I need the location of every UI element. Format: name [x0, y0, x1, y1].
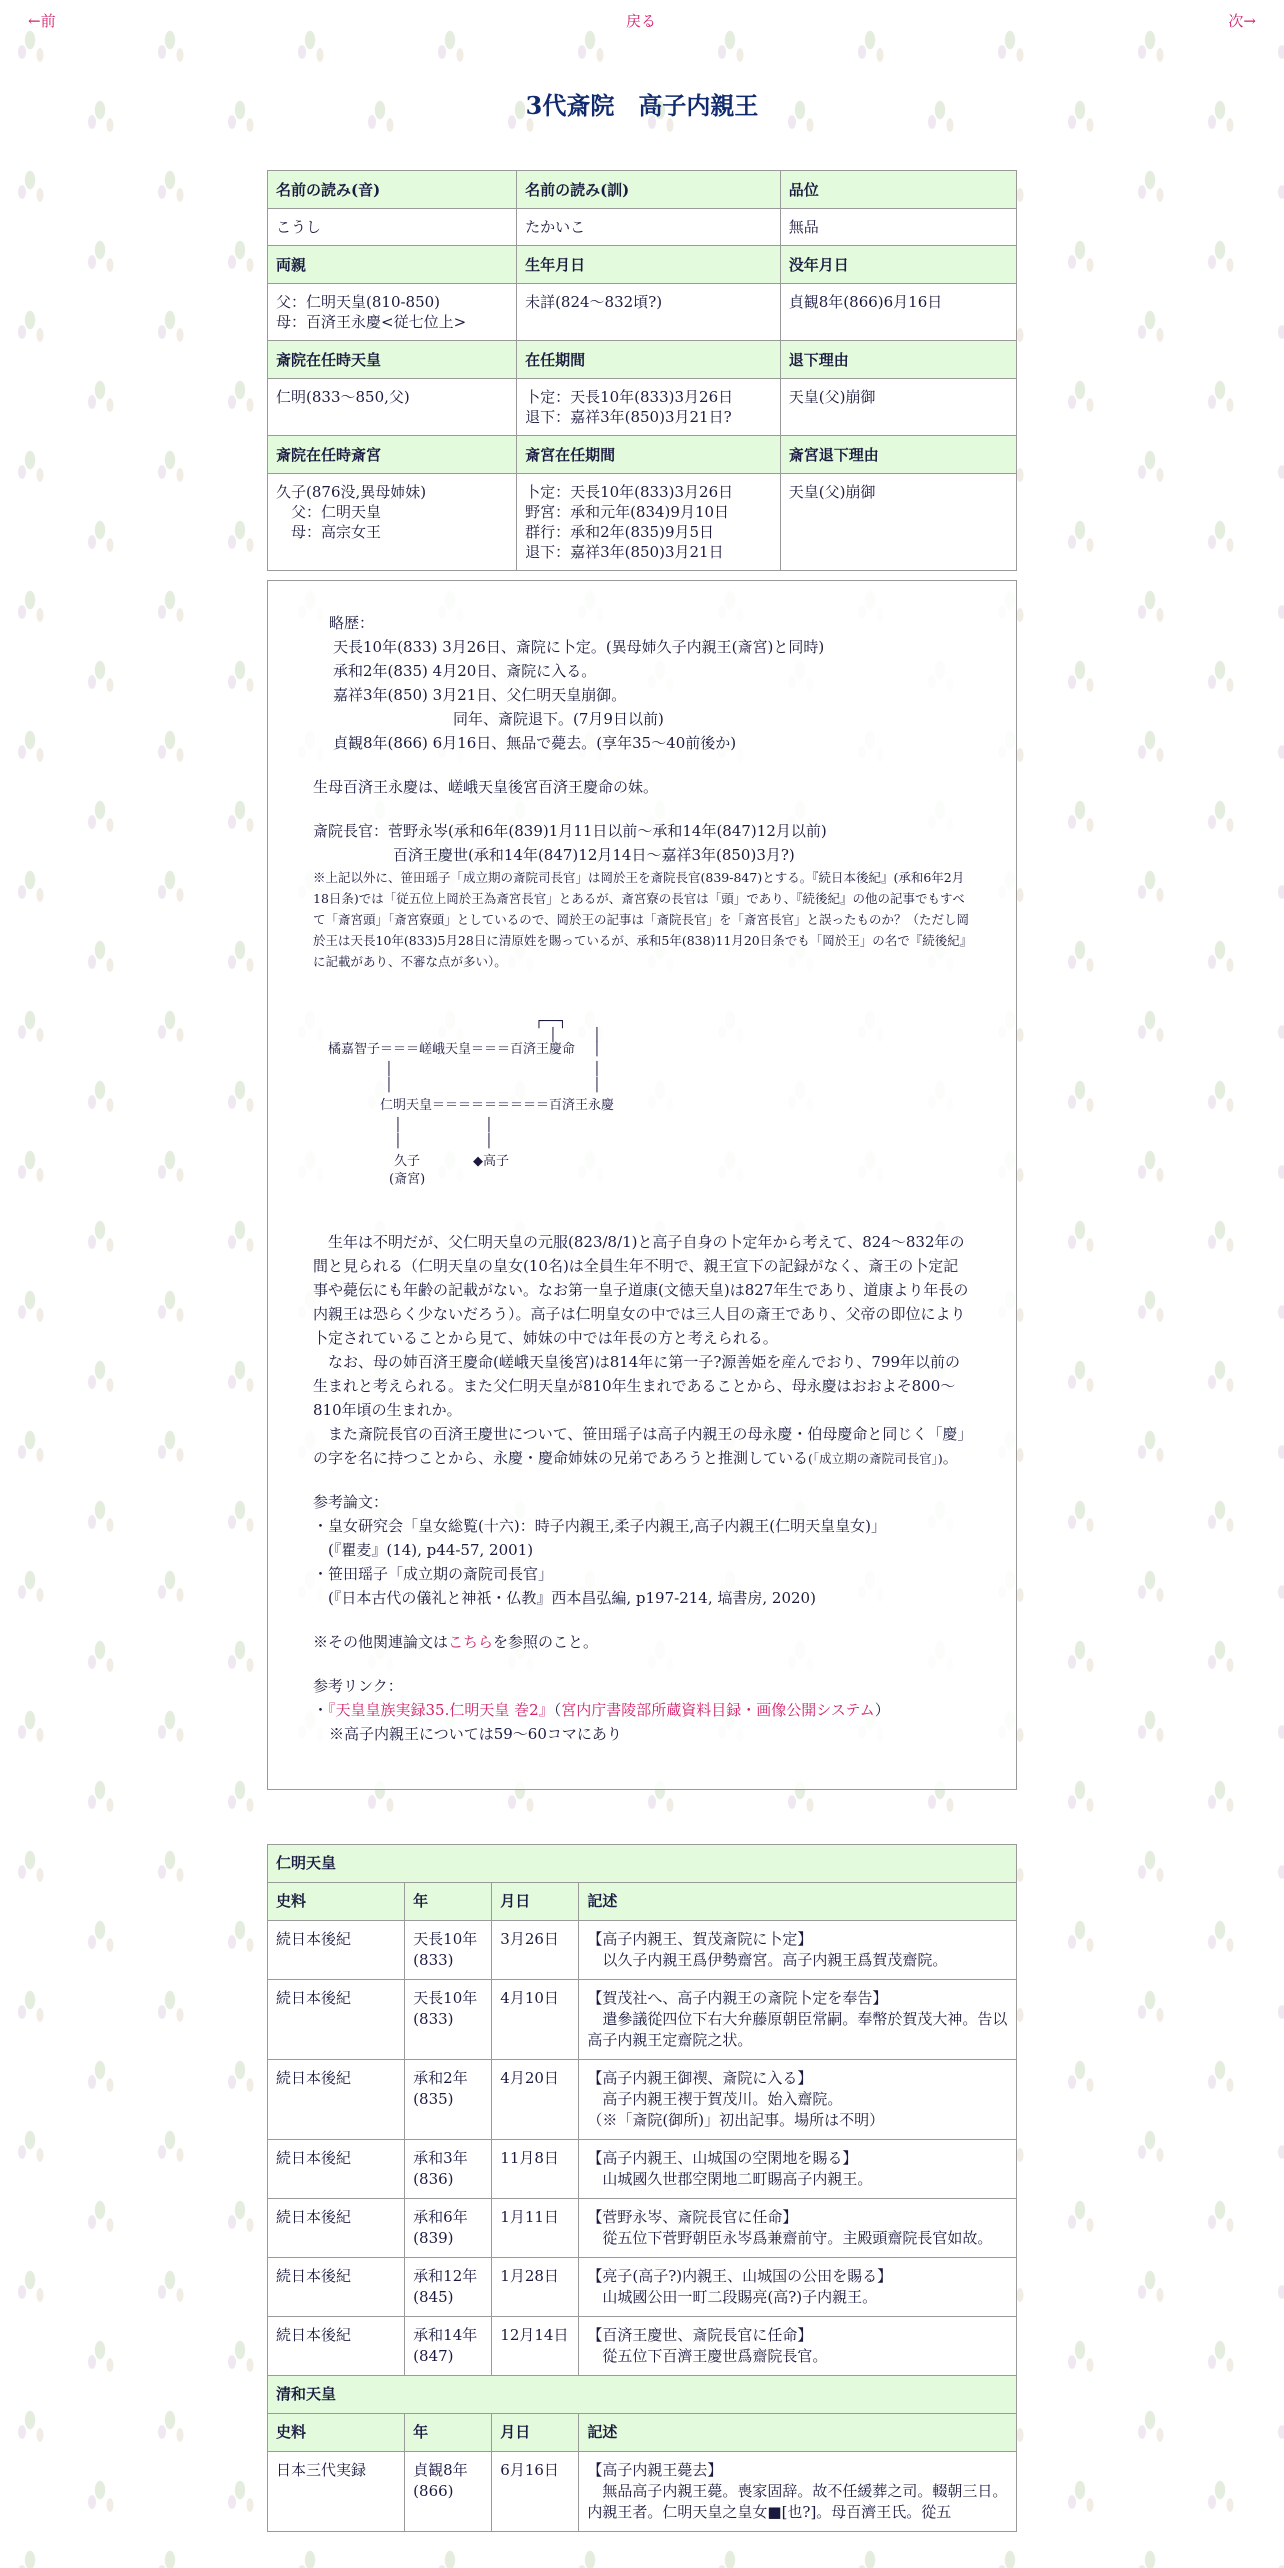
records-header-row	[268, 1883, 1017, 1921]
chokan-note: ※上記以外に、笹田瑶子「成立期の斎院司長官」は岡於王を斎院長官(839-847)とする。『続日本後紀』(承和6年2月18日条)では「従五位上岡於王為斎宮長官」とあるが、斎宮寮の長官は「頭」であり、『続後紀』の他の記事でもすべて「斎宮頭」「斎宮寮頭」としているので、岡於王の記事は「斎院長官」を「斎宮長官」と誤ったものか？（ただし岡於王は天長10年(833)5月28日に清原姓を賜っているが、承和5年(838)11月20日条でも「岡於王」の名で『続後紀』に記載があり、不審な点が多い）。	[313, 870, 973, 969]
reign-section-row	[268, 2376, 1017, 2414]
profile-header-cell: 斎院在任時天皇	[268, 341, 517, 379]
record-date: 4月20日	[492, 2060, 579, 2140]
record-description	[579, 1921, 1017, 1980]
ryaku-item: 貞観8年(866) 6月16日、無品で薨去。(享年35～40前後か)	[333, 734, 737, 752]
record-text: 無品高子内親王薨。喪家固辞。故不任緩葬之司。輟朝三日。内親王者。仁明天皇之皇女■[也?]。母百濟王氏。從五	[587, 2482, 1008, 2521]
record-year: 承和12年 (845)	[405, 2258, 492, 2317]
record-source: 続日本後紀	[268, 1921, 405, 1980]
record-text: 以久子内親王爲伊勢齋宮。高子内親王爲賀茂齋院。	[587, 1951, 948, 1969]
profile-value-cell: 天皇(父)崩御	[780, 474, 1016, 571]
profile-value-cell: 天皇(父)崩御	[780, 379, 1016, 436]
profile-value-row	[268, 379, 1017, 436]
profile-value-row	[268, 284, 1017, 341]
profile-value-cell: こうし	[268, 209, 517, 246]
tree-line-2: 仁明天皇＝＝＝＝＝＝＝＝＝百済王永慶	[380, 1098, 615, 1113]
record-row	[268, 2060, 1017, 2140]
profile-value-cell: 卜定：天長10年(833)3月26日 退下：嘉祥3年(850)3月21日?	[517, 379, 781, 436]
profile-value-cell: 貞観8年(866)6月16日	[780, 284, 1016, 341]
profile-header-row	[268, 341, 1017, 379]
reign-section-title: 仁明天皇	[268, 1845, 1017, 1883]
records-header-cell: 月日	[492, 1883, 579, 1921]
profile-header-cell: 名前の読み(音)	[268, 171, 517, 209]
family-tree: ┌──┐ │ │ 橘嘉智子＝＝＝嵯峨天皇＝＝＝百済王慶命 │ │ │ │ │ 仁明天皇＝＝＝＝＝＝＝＝＝百済王永慶 │ │ │ │ 久子 ◆高子 (斎宮)	[313, 1010, 973, 1230]
ref-list	[313, 1514, 973, 1610]
tree-child-hisako: 久子	[394, 1154, 421, 1169]
record-year: 承和6年 (839)	[405, 2199, 492, 2258]
record-description	[579, 2258, 1017, 2317]
para-mother: なお、母の姉百済王慶命(嵯峨天皇後宮)は814年に第一子?源善姫を産んでおり、799年以前の生まれと考えられる。また父仁明天皇が810年生まれであることから、母永慶はおおよそ800～810年頃の生まれか。	[313, 1353, 961, 1419]
record-heading: 【百済王慶世、斎院長官に任命】	[587, 2326, 813, 2344]
record-description	[579, 2199, 1017, 2258]
profile-header-cell: 在任期間	[517, 341, 781, 379]
ryaku-item: 同年、斎院退下。(7月9日以前)	[333, 710, 664, 728]
ryaku-item: 天長10年(833) 3月26日、斎院に卜定。(異母姉久子内親王(斎宮)と同時)	[333, 638, 825, 656]
record-heading: 【菅野永岑、斎院長官に任命】	[587, 2208, 798, 2226]
link-note: ※高子内親王については59～60コマにあり	[329, 1725, 622, 1743]
record-year: 天長10年 (833)	[405, 1921, 492, 1980]
profile-header-row	[268, 171, 1017, 209]
record-year: 天長10年 (833)	[405, 1980, 492, 2060]
record-source: 続日本後紀	[268, 2317, 405, 2376]
records-header-cell: 史料	[268, 2414, 405, 2452]
biography-box	[267, 580, 1017, 1790]
records-header-row	[268, 2414, 1017, 2452]
record-heading: 【高子内親王御禊、斎院に入る】	[587, 2069, 813, 2087]
record-heading: 【高子内親王、山城国の空閑地を賜る】	[587, 2149, 858, 2167]
tree-child-hisako-note: (斎宮)	[389, 1172, 426, 1187]
ryaku-label: 略歴：	[329, 614, 375, 632]
record-date: 3月26日	[492, 1921, 579, 1980]
record-source: 続日本後紀	[268, 2258, 405, 2317]
record-text: 從五位下菅野朝臣永岑爲兼齋前守。主殿頭齋院長官如故。	[587, 2229, 993, 2247]
profile-value-row	[268, 474, 1017, 571]
record-row	[268, 2452, 1017, 2532]
record-row	[268, 2258, 1017, 2317]
kunaicho-link[interactable]: 宮内庁書陵部所蔵資料目録・画像公開システム	[561, 1701, 875, 1719]
ref-item: (『日本古代の儀礼と神祇・仏教』西本昌弘編, p197-214, 塙書房, 2020)	[313, 1589, 816, 1607]
record-row	[268, 2317, 1017, 2376]
record-description	[579, 2140, 1017, 2199]
chokan-line-2: 百済王慶世(承和14年(847)12月14日～嘉祥3年(850)3月?)	[393, 846, 795, 864]
record-date: 12月14日	[492, 2317, 579, 2376]
record-description	[579, 1980, 1017, 2060]
jitsuroku-link[interactable]: 『天皇皇族実録35.仁明天皇 巻2』	[328, 1701, 554, 1719]
prev-link[interactable]: ←前	[28, 12, 56, 30]
record-description	[579, 2317, 1017, 2376]
record-heading: 【高子内親王、賀茂斎院に卜定】	[587, 1930, 813, 1948]
record-row	[268, 1980, 1017, 2060]
record-year: 承和14年 (847)	[405, 2317, 492, 2376]
profile-value-cell: 無品	[780, 209, 1016, 246]
records-header-cell: 月日	[492, 2414, 579, 2452]
records-header-cell: 記述	[579, 2414, 1017, 2452]
record-date: 6月16日	[492, 2452, 579, 2532]
profile-value-cell: 父：仁明天皇(810-850) 母：百済王永慶<従七位上>	[268, 284, 517, 341]
record-text: 遣參議從四位下右大弁藤原朝臣常嗣。奉幣於賀茂大神。告以高子内親王定齋院之状。	[587, 2010, 1008, 2049]
tree-child-takaiko: ◆高子	[473, 1154, 509, 1169]
records-header-cell: 年	[405, 2414, 492, 2452]
reign-section-row	[268, 1845, 1017, 1883]
record-heading: 【高子内親王薨去】	[587, 2461, 723, 2479]
profile-table	[267, 170, 1017, 571]
mother-note: 生母百済王永慶は、嵯峨天皇後宮百済王慶命の妹。	[313, 778, 659, 796]
record-description	[579, 2452, 1017, 2532]
record-row	[268, 1921, 1017, 1980]
records-header-cell: 年	[405, 1883, 492, 1921]
profile-header-cell: 両親	[268, 246, 517, 284]
next-link[interactable]: 次→	[1228, 12, 1256, 30]
ref-item: ・笹田瑶子「成立期の斎院司長官」	[313, 1565, 554, 1583]
para-chokan: また斎院長官の百済王慶世について、笹田瑶子は高子内親王の母永慶・伯母慶命と同じく「慶」の字を名に持つことから、永慶・慶命姉妹の兄弟であろうと推測している(「成立期の斎院司長官」)。	[313, 1425, 973, 1467]
record-text: 從五位下百濟王慶世爲齋院長官。	[587, 2347, 828, 2365]
top-nav	[0, 10, 1284, 34]
other-papers: ※その他関連論文はこちらを参照のこと。	[313, 1633, 599, 1651]
record-heading: 【亮子(高子?)内親王、山城国の公田を賜る】	[587, 2267, 893, 2285]
record-year: 承和3年 (836)	[405, 2140, 492, 2199]
records-table	[267, 1844, 1017, 2532]
profile-header-cell: 斎宮退下理由	[780, 436, 1016, 474]
para-birth: 生年は不明だが、父仁明天皇の元服(823/8/1)と高子自身の卜定年から考えて、824～832年の間と見られる（仁明天皇の皇女(10名)は全員生年不明で、親王宣下の記録がなく、斎王の卜定記事や薨伝にも年齢の記載がない。なお第一皇子道康(文徳天皇)は827年生であり、道康より年長の内親王は恐らく少ないだろう）。高子は仁明皇女の中では三人目の斎王であり、父帝の即位により卜定されていることから見て、姉妹の中では年長の方と考えられる。	[313, 1233, 969, 1347]
record-source: 続日本後紀	[268, 2060, 405, 2140]
profile-header-cell: 斎宮在任期間	[517, 436, 781, 474]
profile-header-cell: 名前の読み(訓)	[517, 171, 781, 209]
record-year: 貞観8年 (866)	[405, 2452, 492, 2532]
profile-value-cell: 久子(876没,異母姉妹) 父：仁明天皇 母：高宗女王	[268, 474, 517, 571]
tree-line-1: 橘嘉智子＝＝＝嵯峨天皇＝＝＝百済王慶命	[328, 1042, 576, 1057]
record-date: 1月11日	[492, 2199, 579, 2258]
back-link[interactable]: 戻る	[626, 12, 657, 30]
profile-header-row	[268, 436, 1017, 474]
profile-value-cell: 未詳(824～832頃?)	[517, 284, 781, 341]
ryaku-item: 承和2年(835) 4月20日、斎院に入る。	[333, 662, 597, 680]
ryaku-item: 嘉祥3年(850) 3月21日、父仁明天皇崩御。	[333, 686, 627, 704]
profile-value-cell: たかいこ	[517, 209, 781, 246]
record-text: 山城國久世郡空閑地二町賜高子内親王。	[587, 2170, 873, 2188]
record-date: 11月8日	[492, 2140, 579, 2199]
profile-header-cell: 退下理由	[780, 341, 1016, 379]
link-line: ・『天皇皇族実録35.仁明天皇 巻2』（宮内庁書陵部所蔵資料目録・画像公開システム）	[313, 1701, 890, 1719]
record-source: 続日本後紀	[268, 1980, 405, 2060]
ryaku-list	[313, 635, 973, 755]
record-date: 4月10日	[492, 1980, 579, 2060]
profile-header-cell: 生年月日	[517, 246, 781, 284]
ref-item: ・皇女研究会「皇女総覧(十六)：時子内親王,柔子内親王,高子内親王(仁明天皇皇女)」	[313, 1517, 886, 1535]
ref-label: 参考論文：	[313, 1493, 389, 1511]
biography-text	[313, 611, 973, 1746]
profile-value-row	[268, 209, 1017, 246]
profile-header-cell: 没年月日	[780, 246, 1016, 284]
profile-value-cell: 卜定：天長10年(833)3月26日 野宮：承和元年(834)9月10日 群行：承和2年(835)9月5日 退下：嘉祥3年(850)3月21日	[517, 474, 781, 571]
record-text: 山城國公田一町二段賜亮(高?)子内親王。	[587, 2288, 878, 2306]
record-text: 高子内親王禊于賀茂川。始入齋院。 （※「斎院(御所)」初出記事。場所は不明）	[587, 2090, 885, 2129]
record-date: 1月28日	[492, 2258, 579, 2317]
record-source: 続日本後紀	[268, 2199, 405, 2258]
profile-header-row	[268, 246, 1017, 284]
page-title: 3代斎院 高子内親王	[525, 91, 759, 120]
profile-header-cell: 斎院在任時斎宮	[268, 436, 517, 474]
link-label: 参考リンク：	[313, 1677, 403, 1695]
record-row	[268, 2199, 1017, 2258]
profile-value-cell: 仁明(833～850,父)	[268, 379, 517, 436]
ref-item: (『瞿麦』(14), p44-57, 2001)	[313, 1541, 534, 1559]
other-papers-link[interactable]: こちら	[448, 1633, 494, 1651]
record-source: 日本三代実録	[268, 2452, 405, 2532]
profile-header-cell: 品位	[780, 171, 1016, 209]
record-description	[579, 2060, 1017, 2140]
records-header-cell: 記述	[579, 1883, 1017, 1921]
record-source: 続日本後紀	[268, 2140, 405, 2199]
records-header-cell: 史料	[268, 1883, 405, 1921]
chokan-line-1: 斎院長官：菅野永岑(承和6年(839)1月11日以前～承和14年(847)12月以前)	[313, 822, 827, 840]
record-year: 承和2年 (835)	[405, 2060, 492, 2140]
record-heading: 【賀茂社へ、高子内親王の斎院卜定を奉告】	[587, 1989, 888, 2007]
reign-section-title: 清和天皇	[268, 2376, 1017, 2414]
record-row	[268, 2140, 1017, 2199]
